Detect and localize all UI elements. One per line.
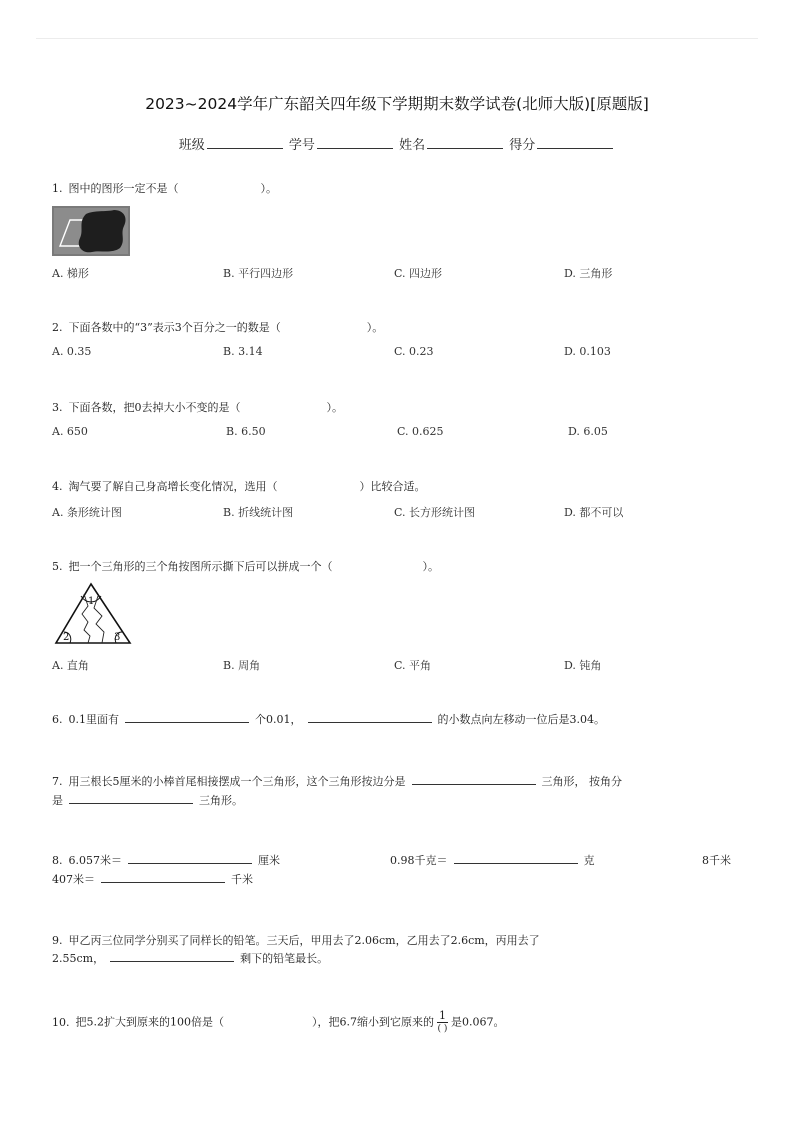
question-text: 8千米 — [702, 854, 731, 867]
question-text: 三角形。 — [199, 794, 243, 807]
option-a[interactable]: A. 条形统计图 — [52, 506, 122, 519]
question-text: 0.98千克＝ — [390, 854, 448, 867]
answer-blank[interactable] — [110, 950, 234, 962]
question-text: ）比较合适。 — [359, 480, 426, 493]
question-number: 2. — [52, 321, 63, 334]
option-a[interactable]: A. 650 — [52, 425, 88, 438]
question-3 — [52, 399, 343, 415]
option-c[interactable]: C. 0.23 — [394, 345, 434, 358]
question-7 — [52, 773, 622, 789]
option-a[interactable]: A. 0.35 — [52, 345, 92, 358]
option-b[interactable]: B. 平行四边形 — [223, 267, 294, 280]
question-4 — [52, 478, 426, 494]
question-2 — [52, 319, 383, 335]
question-1 — [52, 180, 277, 196]
fraction-denominator-blank[interactable]: ( ) — [437, 1024, 448, 1034]
option-c[interactable]: C. 平角 — [394, 659, 432, 672]
answer-blank[interactable] — [412, 773, 536, 785]
question-text: 是0.067。 — [451, 1015, 505, 1029]
name-blank[interactable] — [427, 136, 503, 149]
id-blank[interactable] — [317, 136, 393, 149]
question-number: 9. — [52, 934, 63, 947]
option-a[interactable]: A. 直角 — [52, 659, 89, 672]
question-7-line-2 — [52, 792, 243, 808]
question-5 — [52, 558, 439, 574]
option-d[interactable]: D. 都不可以 — [564, 506, 624, 519]
option-d[interactable]: D. 0.103 — [564, 345, 611, 358]
question-text: 0.1里面有 — [68, 713, 119, 726]
option-c[interactable]: C. 0.625 — [397, 425, 444, 438]
question-text: 下面各数，把0去掉大小不变的是（ — [68, 401, 241, 414]
answer-blank[interactable] — [454, 852, 578, 864]
question-8-line-2 — [52, 871, 253, 887]
question-number: 5. — [52, 560, 63, 573]
option-b[interactable]: B. 6.50 — [226, 425, 266, 438]
question-9-line-2 — [52, 950, 328, 966]
question-number: 6. — [52, 713, 63, 726]
question-text: 用三根长5厘米的小棒首尾相接摆成一个三角形，这个三角形按边分是 — [68, 775, 406, 788]
class-label: 班级 — [178, 138, 205, 153]
id-label: 学号 — [288, 138, 315, 153]
option-a[interactable]: A. 梯形 — [52, 267, 89, 280]
option-b[interactable]: B. 周角 — [223, 659, 261, 672]
question-number: 10. — [52, 1015, 70, 1029]
question-number: 8. — [52, 854, 63, 867]
question-text: 三角形， 按角分 — [541, 775, 622, 788]
fraction-numerator: 1 — [439, 1009, 446, 1022]
angle-label-2: 2 — [63, 632, 70, 643]
torn-triangle-figure — [54, 582, 132, 646]
question-number: 3. — [52, 401, 63, 414]
question-10 — [52, 1010, 505, 1035]
page-title: 2023~2024学年广东韶关四年级下学期期末数学试卷(北师大版)[原题版] — [145, 95, 649, 113]
header-rule — [36, 38, 758, 39]
question-text: ），把6.7缩小到它原来的 — [312, 1015, 434, 1029]
question-text: ）。 — [422, 560, 439, 573]
question-text: 甲乙丙三位同学分别买了同样长的铅笔。三天后，甲用去了2.06cm，乙用去了2.6cm，丙用去了 — [68, 934, 540, 947]
question-text: 厘米 — [258, 854, 280, 867]
option-b[interactable]: B. 3.14 — [223, 345, 263, 358]
question-text: 下面各数中的“3”表示3个百分之一的数是（ — [68, 321, 281, 334]
option-b[interactable]: B. 折线统计图 — [223, 506, 294, 519]
option-d[interactable]: D. 钝角 — [564, 659, 602, 672]
answer-blank[interactable] — [128, 852, 252, 864]
question-text: ）。 — [366, 321, 384, 334]
question-text: 个0.01， — [255, 713, 302, 726]
question-text: ）。 — [326, 401, 343, 414]
question-8 — [52, 852, 742, 868]
question-text: ）。 — [260, 182, 277, 195]
name-label: 姓名 — [399, 138, 426, 153]
option-c[interactable]: C. 四边形 — [394, 267, 443, 280]
question-text: 剩下的铅笔最长。 — [240, 952, 329, 965]
option-d[interactable]: D. 6.05 — [568, 425, 608, 438]
answer-blank[interactable] — [308, 711, 432, 723]
answer-blank[interactable] — [69, 792, 193, 804]
question-number: 4. — [52, 480, 63, 493]
question-text: 6.057米＝ — [68, 854, 122, 867]
answer-blank[interactable] — [101, 871, 225, 883]
question-text: 2.55cm， — [52, 952, 105, 965]
question-text: 克 — [583, 854, 595, 867]
question-text: 千米 — [231, 873, 253, 886]
parallelogram-figure — [52, 206, 130, 256]
angle-label-3: 3 — [114, 632, 121, 643]
option-d[interactable]: D. 三角形 — [564, 267, 613, 280]
fraction — [437, 1010, 448, 1035]
question-text: 淘气要了解自己身高增长变化情况，选用（ — [68, 480, 278, 493]
question-6 — [52, 711, 605, 727]
question-9 — [52, 932, 540, 948]
question-text: 把一个三角形的三个角按图所示撕下后可以拼成一个（ — [68, 560, 333, 573]
class-blank[interactable] — [207, 136, 283, 149]
question-text: 的小数点向左移动一位后是3.04。 — [437, 713, 605, 726]
score-blank[interactable] — [537, 136, 613, 149]
question-text: 是 — [52, 794, 63, 807]
student-info-row — [0, 134, 794, 153]
score-label: 得分 — [509, 138, 536, 153]
question-text: 图中的图形一定不是（ — [68, 182, 179, 195]
question-number: 7. — [52, 775, 63, 788]
option-c[interactable]: C. 长方形统计图 — [394, 506, 476, 519]
answer-blank[interactable] — [125, 711, 249, 723]
question-number: 1. — [52, 182, 63, 195]
angle-label-1: 1 — [88, 596, 95, 607]
question-text: 407米＝ — [52, 873, 95, 886]
question-text: 把5.2扩大到原来的100倍是（ — [75, 1015, 224, 1029]
